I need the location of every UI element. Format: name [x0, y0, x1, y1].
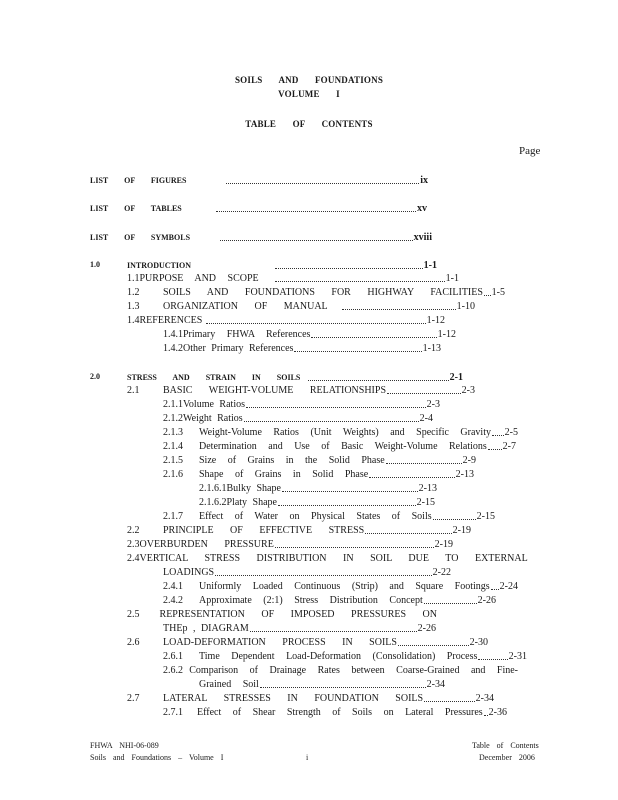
dot-leader: [250, 631, 417, 632]
dot-leader: [220, 240, 413, 241]
toc-entry-page: 2-22: [432, 567, 451, 578]
section-number: 2.6: [127, 637, 140, 648]
toc-entry-label: Primary FHWA References: [183, 329, 311, 340]
toc-entry-page: 2-9: [462, 455, 476, 466]
toc-entry-label: Comparison of Drainage Rates between Coarse-Grained and Fine-: [189, 665, 518, 676]
toc-entry-page: 2-13: [455, 469, 474, 480]
toc-entry-label: Bulky Shape: [226, 483, 281, 494]
dot-leader: [387, 393, 461, 394]
toc-entry[interactable]: [163, 341, 441, 355]
dot-leader: [275, 281, 445, 282]
toc-entry-label: REPRESENTATION OF IMPOSED PRESSURES ON: [159, 609, 437, 620]
section-number: 2.1: [127, 385, 140, 396]
toc-entry-page: 2-36: [488, 707, 507, 718]
section-number: 1.4.1: [163, 329, 183, 340]
toc-entry[interactable]: [199, 495, 435, 509]
toc-entry-label: Platy Shape: [226, 497, 277, 508]
dot-leader: [282, 491, 418, 492]
dot-leader: [308, 380, 448, 381]
dot-leader: [484, 295, 491, 296]
toc-entry-page: 2-34: [426, 679, 445, 690]
toc-entry[interactable]: [127, 370, 463, 384]
toc-entry-label: LIST OF TABLES: [90, 204, 182, 213]
dot-leader: [246, 407, 426, 408]
dot-leader: [398, 645, 469, 646]
toc-entry[interactable]: [127, 523, 471, 537]
toc-entry-page: 2-7: [502, 441, 516, 452]
toc-entry-page: 2-13: [418, 483, 437, 494]
footer-doc-number: FHWA NHI-06-089: [90, 741, 159, 750]
section-number: 2.5: [127, 609, 140, 620]
toc-entry-page: 2-4: [419, 413, 433, 424]
toc-entry[interactable]: [163, 425, 518, 439]
toc-entry-page: xviii: [413, 232, 432, 243]
toc-entry[interactable]: [163, 327, 456, 341]
section-number: 2.4: [127, 553, 140, 564]
chapter-number: 1.0: [90, 260, 100, 269]
toc-entry-label: ORGANIZATION OF MANUAL: [163, 301, 328, 312]
toc-entry[interactable]: [163, 565, 451, 579]
toc-entry-label: LIST OF SYMBOLS: [90, 233, 191, 242]
toc-entry-label: Time Dependent Load-Deformation (Consolidation) Process: [199, 651, 478, 662]
toc-entry[interactable]: [163, 453, 476, 467]
section-number: 1.2: [127, 287, 140, 298]
dot-leader: [369, 477, 455, 478]
toc-entry-page: 2-30: [469, 637, 488, 648]
section-number: 2.1.2: [163, 413, 183, 424]
dot-leader: [226, 183, 419, 184]
toc-entry-label: LOADINGS: [163, 567, 215, 578]
toc-entry-label: LATERAL STRESSES IN FOUNDATION SOILS: [163, 693, 424, 704]
dot-leader: [424, 603, 477, 604]
dot-leader: [488, 449, 502, 450]
doc-volume: VOLUME I: [278, 89, 340, 99]
toc-entry-label: LOAD-DEFORMATION PROCESS IN SOILS: [163, 637, 397, 648]
toc-entry[interactable]: [127, 258, 437, 272]
toc-entry[interactable]: [127, 607, 437, 621]
toc-entry-page: 1-1: [445, 273, 459, 284]
toc-entry-page: 2-15: [476, 511, 495, 522]
toc-entry[interactable]: [199, 481, 437, 495]
footer-section: Table of Contents: [472, 741, 539, 750]
toc-entry[interactable]: [90, 230, 432, 244]
dot-leader: [206, 323, 425, 324]
toc-entry[interactable]: [163, 649, 527, 663]
dot-leader: [424, 701, 475, 702]
toc-entry[interactable]: [163, 467, 474, 481]
section-number: 2.1.6.1: [199, 483, 227, 494]
section-number: 2.4.2: [163, 595, 183, 606]
toc-entry[interactable]: [127, 271, 459, 285]
toc-entry-label: Uniformly Loaded Continuous (Strip) and Square Footings: [199, 581, 490, 592]
toc-entry-label: PURPOSE AND SCOPE: [139, 273, 259, 284]
section-number: 2.1.6.2: [199, 497, 227, 508]
toc-entry-label: Approximate (2:1) Stress Distribution Concept: [199, 595, 423, 606]
toc-entry-label: REFERENCES: [139, 315, 203, 326]
toc-entry[interactable]: [163, 663, 518, 677]
section-number: 2.1.3: [163, 427, 183, 438]
toc-entry[interactable]: [163, 439, 516, 453]
toc-entry-label: Effect of Shear Strength of Soils on Lateral Pressures: [197, 707, 483, 718]
dot-leader: [478, 659, 507, 660]
toc-entry[interactable]: [127, 285, 505, 299]
toc-entry[interactable]: [127, 299, 475, 313]
section-number: 1.3: [127, 301, 140, 312]
toc-entry-label: OVERBURDEN PRESSURE: [139, 539, 274, 550]
toc-entry-page: 2-34: [475, 693, 494, 704]
footer-doc-title: Soils and Foundations – Volume I: [90, 753, 224, 762]
toc-entry-label: Weight Ratios: [183, 413, 243, 424]
section-number: 2.2: [127, 525, 140, 536]
section-number: 1.1: [127, 273, 140, 284]
section-number: 1.4.2: [163, 343, 183, 354]
section-number: 2.6.2: [163, 665, 183, 676]
page-column-label: Page: [519, 145, 541, 157]
section-number: 2.1.6: [163, 469, 183, 480]
doc-title: SOILS AND FOUNDATIONS: [234, 75, 384, 85]
toc-entry[interactable]: [163, 579, 518, 593]
dot-leader: [275, 268, 423, 269]
toc-entry-label: STRESS AND STRAIN IN SOILS: [127, 373, 301, 382]
toc-entry-page: 2-19: [434, 539, 453, 550]
toc-entry[interactable]: [199, 677, 445, 691]
section-number: 2.3: [127, 539, 140, 550]
toc-entry-label: Weight-Volume Ratios (Unit Weights) and Specific Gravity: [199, 427, 491, 438]
section-number: 2.1.1: [163, 399, 183, 410]
toc-entry[interactable]: [163, 593, 496, 607]
toc-entry-page: 1-13: [422, 343, 441, 354]
toc-entry-label: Shape of Grains in Solid Phase: [199, 469, 369, 480]
toc-entry[interactable]: [163, 411, 433, 425]
dot-leader: [294, 351, 421, 352]
toc-entry-page: xv: [417, 203, 427, 214]
dot-leader: [433, 519, 476, 520]
toc-entry-page: 1-5: [491, 287, 505, 298]
toc-entry[interactable]: [90, 173, 428, 187]
toc-entry-page: 2-24: [499, 581, 518, 592]
toc-entry[interactable]: [163, 705, 507, 719]
dot-leader: [244, 421, 419, 422]
toc-entry-label: LIST OF FIGURES: [90, 176, 187, 185]
toc-entry[interactable]: [127, 635, 488, 649]
dot-leader: [275, 547, 434, 548]
dot-leader: [260, 687, 426, 688]
toc-entry-label: Size of Grains in the Solid Phase: [199, 455, 385, 466]
toc-entry-label: Other Primary References: [183, 343, 294, 354]
chapter-number: 2.0: [90, 372, 100, 381]
toc-entry[interactable]: [90, 201, 427, 215]
toc-entry-label: Effect of Water on Physical States of Soils: [199, 511, 432, 522]
toc-entry[interactable]: [127, 313, 445, 327]
toc-entry-label: BASIC WEIGHT-VOLUME RELATIONSHIPS: [163, 385, 387, 396]
toc-entry[interactable]: [163, 621, 436, 635]
toc-entry-label: Determination and Use of Basic Weight-Volume Relations: [199, 441, 487, 452]
toc-entry[interactable]: [163, 509, 495, 523]
toc-entry-page: ix: [420, 175, 428, 186]
section-number: 2.1.7: [163, 511, 183, 522]
dot-leader: [278, 505, 416, 506]
toc-entry-page: 1-12: [426, 315, 445, 326]
toc-entry-page: 2-31: [508, 651, 527, 662]
footer-date: December 2006: [479, 753, 535, 762]
section-number: 1.4: [127, 315, 140, 326]
toc-entry-page: 1-10: [456, 301, 475, 312]
dot-leader: [215, 575, 432, 576]
footer-page-number: i: [306, 753, 309, 762]
toc-entry[interactable]: [127, 383, 475, 397]
toc-entry[interactable]: [127, 537, 453, 551]
toc-entry-page: 1-12: [437, 329, 456, 340]
toc-entry-label: Volume Ratios: [183, 399, 245, 410]
toc-entry-page: 2-26: [417, 623, 436, 634]
dot-leader: [311, 337, 436, 338]
toc-entry-page: 2-5: [504, 427, 518, 438]
toc-entry[interactable]: [127, 551, 528, 565]
toc-entry-page: 2-15: [416, 497, 435, 508]
dot-leader: [491, 589, 499, 590]
toc-entry[interactable]: [127, 691, 494, 705]
dot-leader: [484, 715, 488, 716]
toc-entry-label: INTRODUCTION: [127, 261, 192, 270]
section-number: 2.7.1: [163, 707, 183, 718]
toc-heading: TABLE OF CONTENTS: [245, 119, 373, 129]
dot-leader: [386, 463, 462, 464]
toc-entry-page: 2-26: [477, 595, 496, 606]
toc-entry[interactable]: [163, 397, 440, 411]
section-number: 2.4.1: [163, 581, 183, 592]
section-number: 2.1.4: [163, 441, 183, 452]
toc-entry-page: 2-3: [426, 399, 440, 410]
toc-entry-label: SOILS AND FOUNDATIONS FOR HIGHWAY FACILITIES: [163, 287, 483, 298]
toc-entry-label: THEp , DIAGRAM: [163, 623, 249, 634]
toc-entry-page: 1-1: [423, 260, 437, 271]
section-number: 2.6.1: [163, 651, 183, 662]
toc-entry-label: Grained Soil: [199, 679, 259, 690]
toc-entry-label: PRINCIPLE OF EFFECTIVE STRESS: [163, 525, 365, 536]
dot-leader: [365, 533, 451, 534]
toc-entry-page: 2-3: [461, 385, 475, 396]
toc-entry-page: 2-1: [449, 372, 463, 383]
toc-entry-label: VERTICAL STRESS DISTRIBUTION IN SOIL DUE TO EXTERNAL: [139, 553, 528, 564]
section-number: 2.1.5: [163, 455, 183, 466]
dot-leader: [216, 211, 416, 212]
section-number: 2.7: [127, 693, 140, 704]
dot-leader: [342, 309, 456, 310]
toc-entry-page: 2-19: [452, 525, 471, 536]
dot-leader: [492, 435, 504, 436]
